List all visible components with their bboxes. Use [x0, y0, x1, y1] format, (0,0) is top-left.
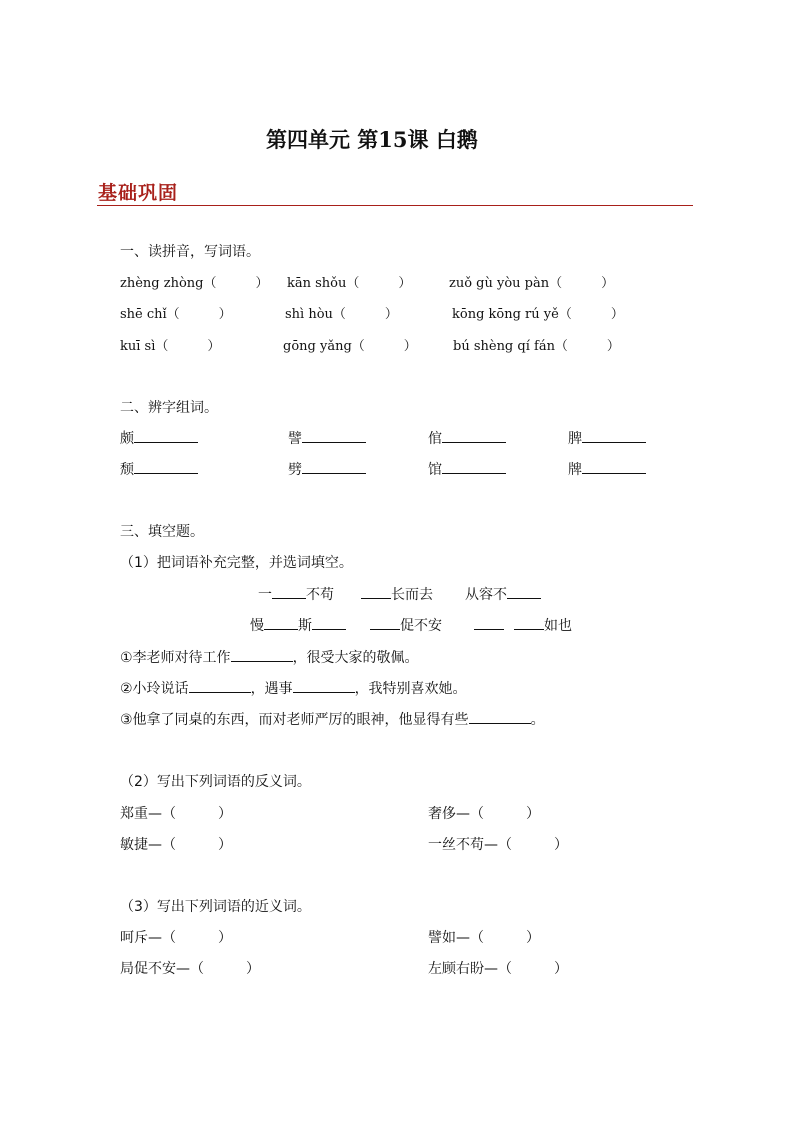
- char-label: 脾: [568, 431, 582, 447]
- answer-blank[interactable]: [507, 584, 541, 599]
- char-item: [288, 459, 366, 479]
- char-label: 牌: [568, 462, 582, 478]
- idiom-fill: [361, 584, 433, 604]
- q1-heading: 一、读拼音，写词语。: [120, 244, 260, 260]
- antonym-item: 一丝不苟—（ ）: [428, 837, 568, 853]
- idiom-fill: [370, 615, 442, 635]
- idiom-fill: [250, 615, 346, 635]
- sentence-text: ，遇事: [250, 681, 293, 697]
- sentence-text: ，很受大家的敬佩。: [292, 650, 419, 666]
- pinyin-item: kuī sì（ ）: [120, 339, 221, 354]
- answer-blank[interactable]: [474, 615, 504, 630]
- sentence-text: ①李老师对待工作: [120, 650, 231, 666]
- sentence: [120, 709, 545, 729]
- char-item: [120, 428, 198, 448]
- q3-part3-instruction: （3）写出下列词语的近义词。: [120, 899, 311, 915]
- idiom-text: 从容不: [465, 587, 507, 603]
- idiom-text: 慢: [250, 618, 264, 634]
- synonym-item: 局促不安—（ ）: [120, 961, 260, 977]
- answer-blank[interactable]: [189, 678, 251, 693]
- idiom-text: 长而去: [391, 587, 433, 603]
- pinyin-item: kān shǒu（ ）: [287, 276, 412, 291]
- answer-blank[interactable]: [361, 584, 391, 599]
- page-title: 第四单元 第15课 白鹅: [266, 127, 478, 152]
- antonym-item: 敏捷—（ ）: [120, 837, 232, 853]
- answer-blank[interactable]: [134, 428, 198, 443]
- sentence-text: ，我特别喜欢她。: [354, 681, 467, 697]
- sentence-text: 。: [530, 712, 545, 728]
- idiom-text: 一: [258, 587, 272, 603]
- answer-blank[interactable]: [370, 615, 400, 630]
- q2-heading: 二、辨字组词。: [120, 400, 218, 416]
- answer-blank[interactable]: [264, 615, 298, 630]
- answer-blank[interactable]: [134, 459, 198, 474]
- idiom-text: 不苟: [306, 587, 334, 603]
- answer-blank[interactable]: [312, 615, 346, 630]
- synonym-item: 左顾右盼—（ ）: [428, 961, 568, 977]
- sentence-text: ③他拿了同桌的东西，而对老师严厉的眼神，他显得有些: [120, 712, 469, 728]
- char-label: 馆: [428, 462, 442, 478]
- pinyin-item: shē chǐ（ ）: [120, 307, 232, 322]
- answer-blank[interactable]: [442, 428, 506, 443]
- char-item: [120, 459, 198, 479]
- pinyin-item: zhèng zhòng（ ）: [120, 276, 269, 291]
- antonym-item: 奢侈—（ ）: [428, 806, 540, 822]
- char-item: [568, 459, 646, 479]
- idiom-text: 如也: [544, 618, 572, 634]
- answer-blank[interactable]: [302, 428, 366, 443]
- q3-heading: 三、填空题。: [120, 524, 204, 540]
- answer-blank[interactable]: [442, 459, 506, 474]
- pinyin-item: gōng yǎng（ ）: [283, 339, 417, 354]
- char-item: [428, 428, 506, 448]
- synonym-item: 呵斥—（ ）: [120, 930, 232, 946]
- char-label: 譬: [288, 431, 302, 447]
- pinyin-item: bú shèng qí fán（ ）: [453, 339, 620, 354]
- q3-part1-instruction: （1）把词语补充完整，并选词填空。: [120, 555, 353, 571]
- idiom-fill: [465, 584, 541, 604]
- answer-blank[interactable]: [293, 678, 355, 693]
- char-label: 颇: [120, 431, 134, 447]
- answer-blank[interactable]: [582, 428, 646, 443]
- answer-blank[interactable]: [514, 615, 544, 630]
- pinyin-item: shì hòu（ ）: [285, 307, 398, 322]
- answer-blank[interactable]: [272, 584, 306, 599]
- answer-blank[interactable]: [582, 459, 646, 474]
- section-title: 基础巩固: [98, 182, 179, 204]
- char-item: [568, 428, 646, 448]
- sentence: [120, 678, 467, 698]
- q3-part2-instruction: （2）写出下列词语的反义词。: [120, 774, 311, 790]
- idiom-fill: [474, 615, 572, 635]
- idiom-fill: [258, 584, 334, 604]
- sentence: [120, 647, 419, 667]
- char-label: 倌: [428, 431, 442, 447]
- pinyin-item: zuǒ gù yòu pàn（ ）: [449, 276, 615, 291]
- idiom-text: 促不安: [400, 618, 442, 634]
- sentence-text: ②小玲说话: [120, 681, 189, 697]
- char-item: [428, 459, 506, 479]
- antonym-item: 郑重—（ ）: [120, 806, 232, 822]
- section-divider: [97, 205, 693, 206]
- answer-blank[interactable]: [302, 459, 366, 474]
- pinyin-item: kōng kōng rú yě（ ）: [452, 307, 624, 322]
- idiom-text: 斯: [298, 618, 312, 634]
- answer-blank[interactable]: [231, 647, 293, 662]
- char-label: 劈: [288, 462, 302, 478]
- answer-blank[interactable]: [469, 709, 531, 724]
- char-label: 颓: [120, 462, 134, 478]
- char-item: [288, 428, 366, 448]
- synonym-item: 譬如—（ ）: [428, 930, 540, 946]
